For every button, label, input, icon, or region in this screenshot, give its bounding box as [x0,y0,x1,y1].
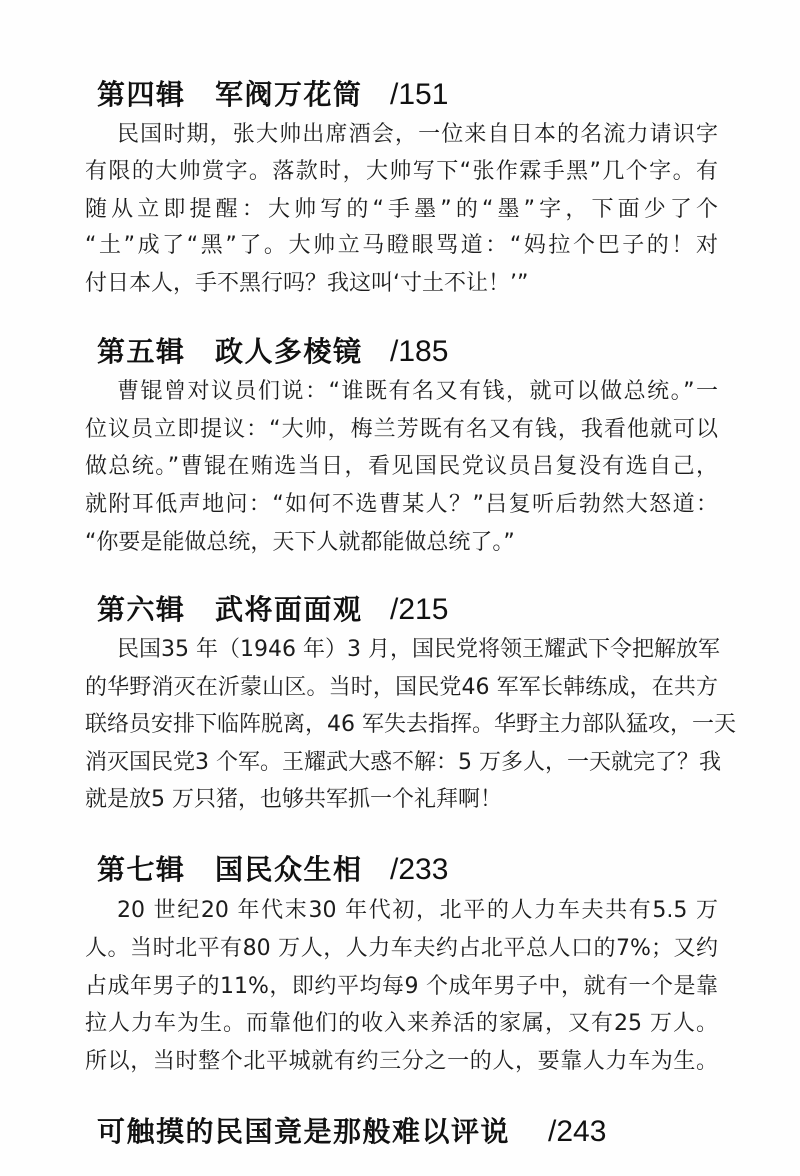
body-line: 民国35 年（1946 年）3 月，国民党将领王耀武下令把解放军 [117,637,720,662]
body-line: 占成年男子的11%，即约平均每9 个成年男子中，就有一个是靠 [85,974,718,999]
body-line: 随从立即提醒：大帅写的“手墨”的“墨”字，下面少了个 [85,197,718,222]
section-title: 军阀万花筒 [215,78,363,111]
section-heading [0,1115,800,1149]
body-line: 联络员安排下临阵脱离，46 军失去指挥。华野主力部队猛攻，一天 [85,712,736,737]
section-heading [0,335,800,369]
body-line: 所以，当时整个北平城就有约三分之一的人，要靠人力车为生。 [85,1049,718,1074]
body-line: 拉人力车为生。而靠他们的收入来养活的家属，又有25 万人。 [85,1011,718,1036]
body-line: 做总统。”曹锟在贿选当日，看见国民党议员吕复没有选自己， [85,454,718,479]
section-page-number: /151 [390,78,449,111]
body-line: “土”成了“黑”了。大帅立马瞪眼骂道：“妈拉个巴子的！对 [85,233,718,258]
section-label: 第七辑 [97,853,186,886]
body-line: 20 世纪20 年代末30 年代初，北平的人力车夫共有5.5 万 [117,898,718,923]
section-heading [0,78,800,112]
body-line: 消灭国民党3 个军。王耀武大惑不解：5 万多人，一天就完了？我 [85,750,721,775]
body-line: 曹锟曾对议员们说：“谁既有名又有钱，就可以做总统。”一 [117,379,718,404]
section-label: 第四辑 [97,78,186,111]
section-title: 国民众生相 [215,853,363,886]
section-title: 可触摸的民国竟是那般难以评说 [97,1115,511,1148]
section-label: 第六辑 [97,593,186,626]
body-line: 的华野消灭在沂蒙山区。当时，国民党46 军军长韩练成，在共方 [85,675,718,700]
section-heading [0,853,800,887]
body-line: 位议员立即提议：“大帅，梅兰芳既有名又有钱，我看他就可以 [85,417,718,442]
body-line: 有限的大帅赏字。落款时，大帅写下“张作霖手黑”几个字。有 [85,159,718,184]
section-title: 政人多棱镜 [215,335,363,368]
body-line: 人。当时北平有80 万人，人力车夫约占北平总人口的7%；又约 [85,936,718,961]
body-line: 就附耳低声地问：“如何不选曹某人？”吕复听后勃然大怒道： [85,492,718,517]
body-line: 就是放5 万只猪，也够共军抓一个礼拜啊！ [85,787,502,812]
section-heading [0,593,800,627]
section-page-number: /215 [390,593,449,626]
section-title: 武将面面观 [215,593,363,626]
body-line: 民国时期，张大帅出席酒会，一位来自日本的名流力请识字 [117,122,718,147]
body-line: 付日本人，手不黑行吗？我这叫‘寸土不让！’” [85,271,529,296]
section-page-number: /233 [390,853,449,886]
section-page-number: /243 [548,1115,607,1148]
section-label: 第五辑 [97,335,186,368]
body-line: “你要是能做总统，天下人就都能做总统了。” [85,530,515,555]
section-page-number: /185 [390,335,449,368]
